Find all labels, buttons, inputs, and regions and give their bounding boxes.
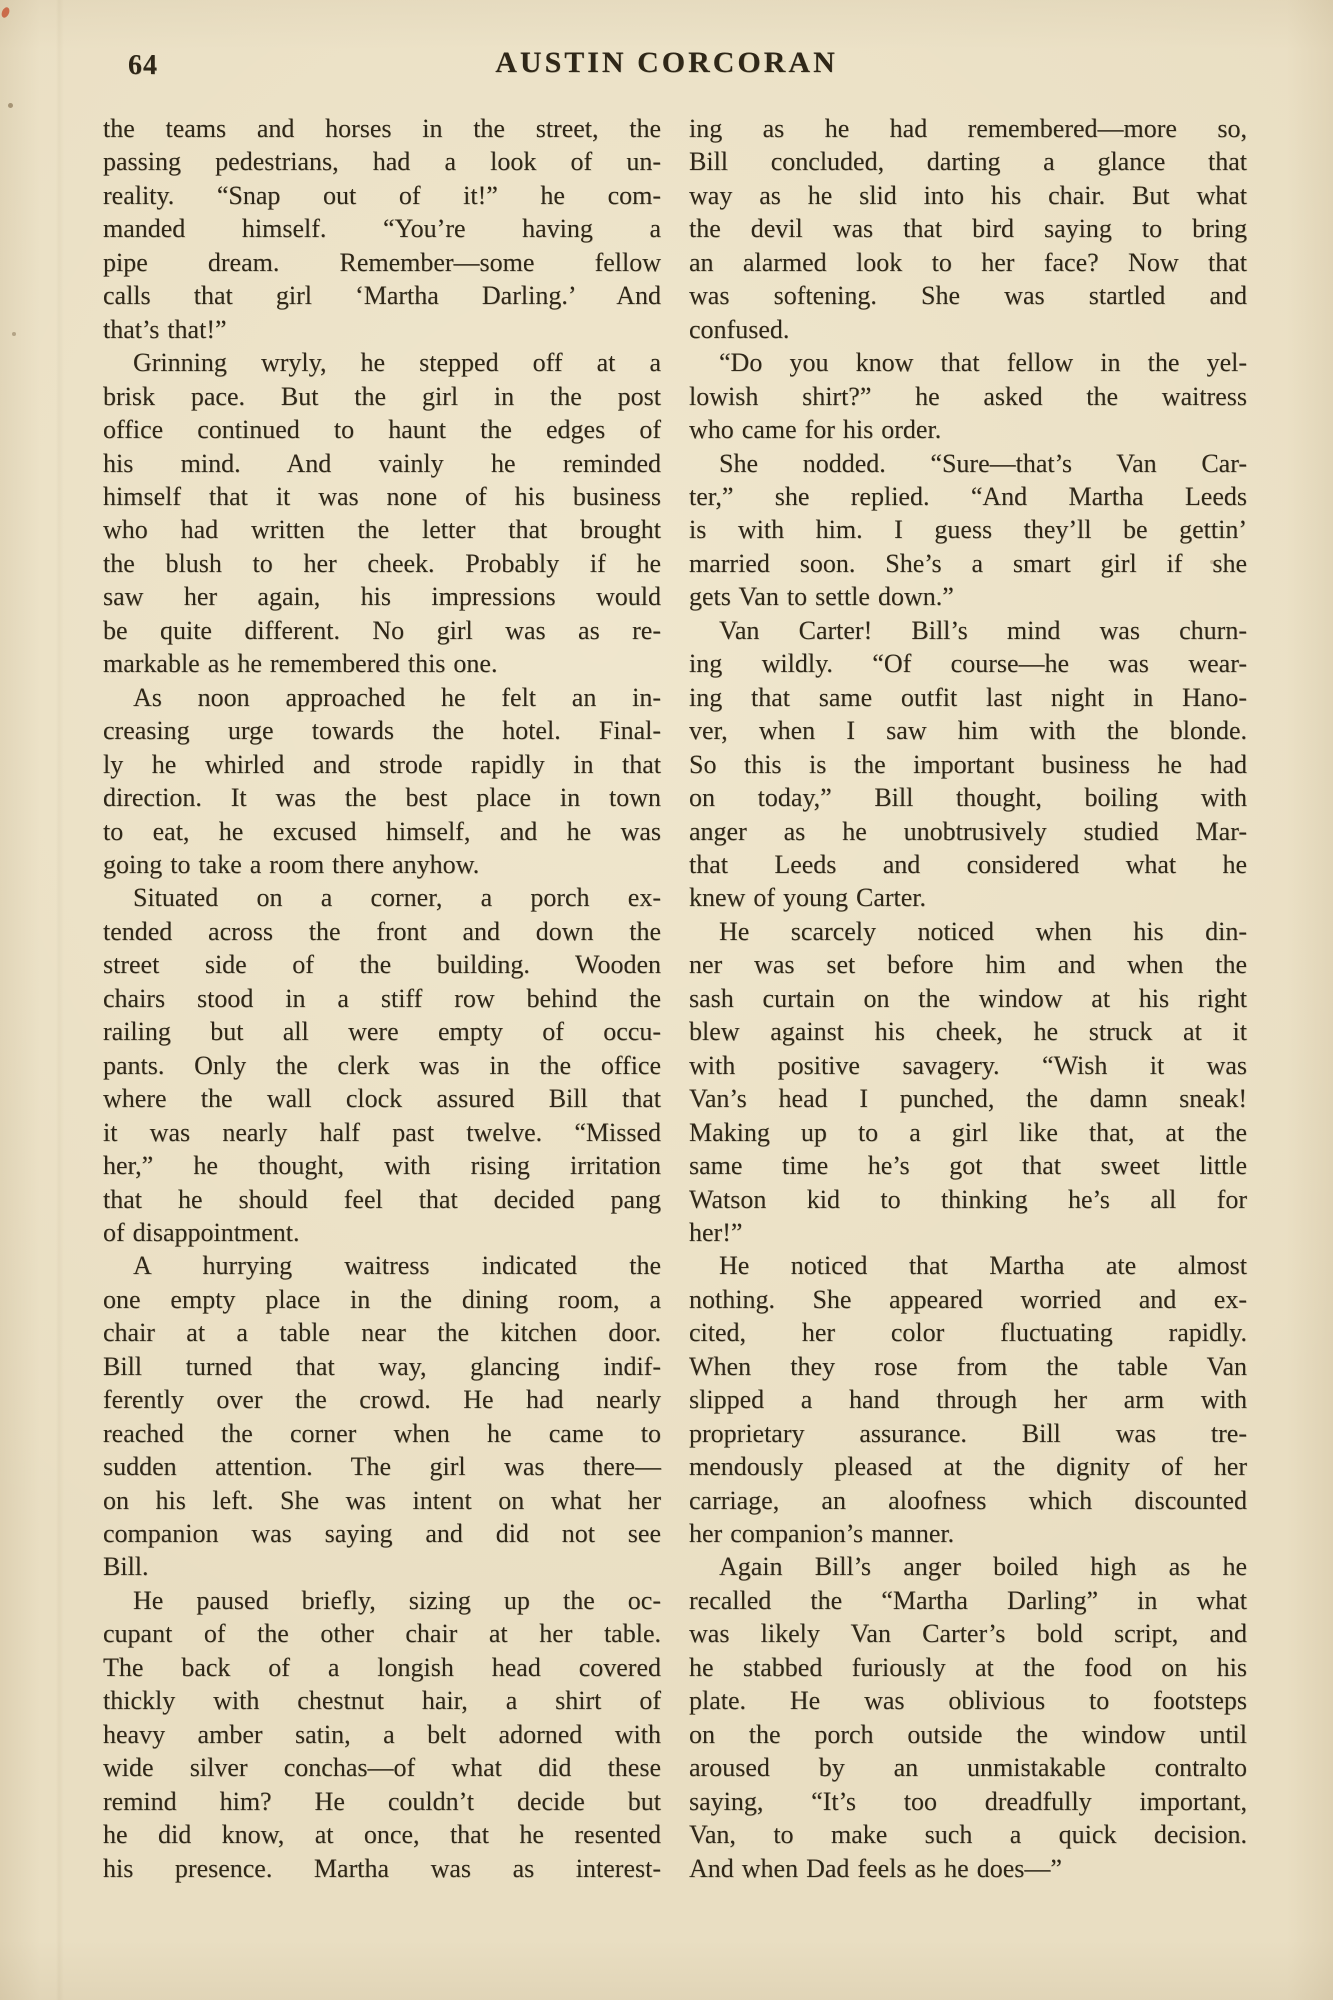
text-line: cupant of the other chair at her table.	[103, 1619, 661, 1649]
text-line: tended across the front and down the	[103, 916, 661, 946]
text-line: who came for his order.	[689, 415, 942, 445]
running-title: AUSTIN CORCORAN	[495, 46, 838, 79]
text-line: creasing urge towards the hotel. Final-	[103, 716, 661, 746]
text-line: He noticed that Martha ate almost	[719, 1251, 1247, 1281]
text-line: manded himself. “You’re having a	[103, 214, 661, 244]
text-line: his presence. Martha was as interest-	[103, 1853, 661, 1883]
paragraph	[689, 1550, 1247, 1885]
text-line: with positive savagery. “Wish it was	[689, 1050, 1247, 1080]
paragraph	[103, 346, 661, 681]
text-line: her,” he thought, with rising irritation	[103, 1151, 661, 1181]
text-line: where the wall clock assured Bill that	[103, 1084, 661, 1114]
text-line: A hurrying waitress indicated the	[133, 1251, 661, 1281]
text-line: to eat, he excused himself, and he was	[103, 816, 661, 846]
text-line: the devil was that bird saying to bring	[689, 214, 1247, 244]
text-line: mendously pleased at the dignity of her	[689, 1452, 1247, 1482]
text-line: anger as he unobtrusively studied Mar-	[689, 816, 1247, 846]
paper-speck	[0, 6, 11, 19]
text-line: chairs stood in a stiff row behind the	[103, 983, 661, 1013]
left-text-column	[103, 112, 661, 1885]
text-line: ferently over the crowd. He had nearly	[103, 1385, 661, 1415]
text-line: ter,” she replied. “And Martha Leeds	[689, 481, 1247, 511]
text-line: is with him. I guess they’ll be gettin’	[689, 515, 1247, 545]
paragraph	[689, 614, 1247, 915]
text-line: same time he’s got that sweet little	[689, 1151, 1247, 1181]
paper-speck	[12, 332, 16, 336]
text-line: was likely Van Carter’s bold script, and	[689, 1619, 1247, 1649]
text-line: her!”	[689, 1217, 743, 1247]
text-line: heavy amber satin, a belt adorned with	[103, 1719, 661, 1749]
text-line: an alarmed look to her face? Now that	[689, 247, 1247, 277]
text-line: Grinning wryly, he stepped off at a	[133, 348, 661, 378]
text-line: on the porch outside the window until	[689, 1719, 1247, 1749]
text-line: of disappointment.	[103, 1217, 300, 1247]
text-line: And when Dad feels as he does—”	[689, 1853, 1062, 1883]
text-line: Making up to a girl like that, at the	[689, 1117, 1247, 1147]
text-line: be quite different. No girl was as re-	[103, 615, 661, 645]
text-line: lowish shirt?” he asked the waitress	[689, 381, 1247, 411]
text-line: street side of the building. Wooden	[103, 950, 661, 980]
text-line: nothing. She appeared worried and ex-	[689, 1284, 1247, 1314]
paragraph	[689, 112, 1247, 346]
text-line: Bill turned that way, glancing indif-	[103, 1351, 661, 1381]
text-line: The back of a longish head covered	[103, 1652, 661, 1682]
text-line: Situated on a corner, a porch ex-	[133, 883, 661, 913]
text-line: recalled the “Martha Darling” in what	[689, 1585, 1247, 1615]
text-line: married soon. She’s a smart girl if she	[689, 548, 1247, 578]
text-line: sudden attention. The girl was there—	[103, 1452, 661, 1482]
paragraph	[689, 915, 1247, 1250]
text-line: that he should feel that decided pang	[103, 1184, 661, 1214]
text-line: saying, “It’s too dreadfully important,	[689, 1786, 1247, 1816]
text-line: one empty place in the dining room, a	[103, 1284, 661, 1314]
text-line: sash curtain on the window at his right	[689, 983, 1247, 1013]
text-line: way as he slid into his chair. But what	[689, 180, 1247, 210]
text-line: pipe dream. Remember—some fellow	[103, 247, 661, 277]
text-line: saw her again, his impressions would	[103, 582, 661, 612]
text-line: ner was set before him and when the	[689, 950, 1247, 980]
text-line: Watson kid to thinking he’s all for	[689, 1184, 1247, 1214]
text-line: carriage, an aloofness which discounted	[689, 1485, 1247, 1515]
text-line: thickly with chestnut hair, a shirt of	[103, 1686, 661, 1716]
text-line: gets Van to settle down.”	[689, 582, 954, 612]
paragraph	[103, 1249, 661, 1584]
text-line: going to take a room there anyhow.	[103, 849, 480, 879]
text-line: office continued to haunt the edges of	[103, 415, 661, 445]
paper-speck	[8, 103, 13, 108]
text-line: aroused by an unmistakable contralto	[689, 1753, 1247, 1783]
paragraph	[689, 346, 1247, 446]
text-line: on his left. She was intent on what her	[103, 1485, 661, 1515]
text-line: Bill concluded, darting a glance that	[689, 147, 1247, 177]
text-line: Bill.	[103, 1552, 149, 1582]
text-line: slipped a hand through her arm with	[689, 1385, 1247, 1415]
text-line: it was nearly half past twelve. “Missed	[103, 1117, 661, 1147]
text-line: railing but all were empty of occu-	[103, 1017, 661, 1047]
text-line: he did know, at once, that he resented	[103, 1820, 661, 1850]
text-line: He scarcely noticed when his din-	[719, 916, 1247, 946]
text-line: her companion’s manner.	[689, 1519, 955, 1549]
text-line: his mind. And vainly he reminded	[103, 448, 661, 478]
text-line: was softening. She was startled and	[689, 281, 1247, 311]
paragraph	[103, 681, 661, 882]
text-line: “Do you know that fellow in the yel-	[719, 348, 1247, 378]
right-text-column	[689, 112, 1247, 1885]
text-line: She nodded. “Sure—that’s Van Car-	[719, 448, 1247, 478]
text-line: ing as he had remembered—more so,	[689, 114, 1247, 143]
text-line: the blush to her cheek. Probably if he	[103, 548, 661, 578]
page-header	[0, 46, 1333, 86]
page-number: 64	[128, 50, 158, 81]
text-line: Van’s head I punched, the damn sneak!	[689, 1084, 1247, 1114]
text-line: that Leeds and considered what he	[689, 849, 1247, 879]
text-line: the teams and horses in the street, the	[103, 114, 661, 143]
text-line: chair at a table near the kitchen door.	[103, 1318, 661, 1348]
text-line: himself that it was none of his business	[103, 481, 661, 511]
text-line: wide silver conchas—of what did these	[103, 1753, 661, 1783]
text-line: knew of young Carter.	[689, 883, 927, 913]
text-line: As noon approached he felt an in-	[133, 682, 661, 712]
text-line: markable as he remembered this one.	[103, 649, 498, 679]
text-line: on today,” Bill thought, boiling with	[689, 783, 1247, 813]
text-line: When they rose from the table Van	[689, 1351, 1247, 1381]
text-line: ing wildly. “Of course—he was wear-	[689, 649, 1247, 679]
text-line: proprietary assurance. Bill was tre-	[689, 1418, 1247, 1448]
text-line: passing pedestrians, had a look of un-	[103, 147, 661, 177]
text-line: that’s that!”	[103, 314, 227, 344]
text-line: He paused briefly, sizing up the oc-	[133, 1585, 661, 1615]
paragraph	[103, 881, 661, 1249]
text-line: Van, to make such a quick decision.	[689, 1820, 1247, 1850]
text-line: calls that girl ‘Martha Darling.’ And	[103, 281, 661, 311]
text-line: cited, her color fluctuating rapidly.	[689, 1318, 1247, 1348]
text-line: he stabbed furiously at the food on his	[689, 1652, 1247, 1682]
paragraph	[103, 112, 661, 346]
text-line: confused.	[689, 314, 790, 344]
text-line: brisk pace. But the girl in the post	[103, 381, 661, 411]
paragraph	[689, 1249, 1247, 1550]
paragraph	[689, 447, 1247, 614]
text-line: Van Carter! Bill’s mind was churn-	[719, 615, 1247, 645]
text-line: direction. It was the best place in town	[103, 783, 661, 813]
text-line: plate. He was oblivious to footsteps	[689, 1686, 1247, 1716]
text-line: So this is the important business he had	[689, 749, 1247, 779]
text-line: reality. “Snap out of it!” he com-	[103, 180, 661, 210]
text-line: ing that same outfit last night in Hano-	[689, 682, 1247, 712]
text-line: reached the corner when he came to	[103, 1418, 661, 1448]
text-line: who had written the letter that brought	[103, 515, 661, 545]
text-line: Again Bill’s anger boiled high as he	[719, 1552, 1247, 1582]
text-line: companion was saying and did not see	[103, 1519, 661, 1549]
paragraph	[103, 1584, 661, 1885]
text-line: remind him? He couldn’t decide but	[103, 1786, 661, 1816]
text-line: blew against his cheek, he struck at it	[689, 1017, 1247, 1047]
text-line: ver, when I saw him with the blonde.	[689, 716, 1247, 746]
text-line: pants. Only the clerk was in the office	[103, 1050, 661, 1080]
text-line: ly he whirled and strode rapidly in that	[103, 749, 661, 779]
